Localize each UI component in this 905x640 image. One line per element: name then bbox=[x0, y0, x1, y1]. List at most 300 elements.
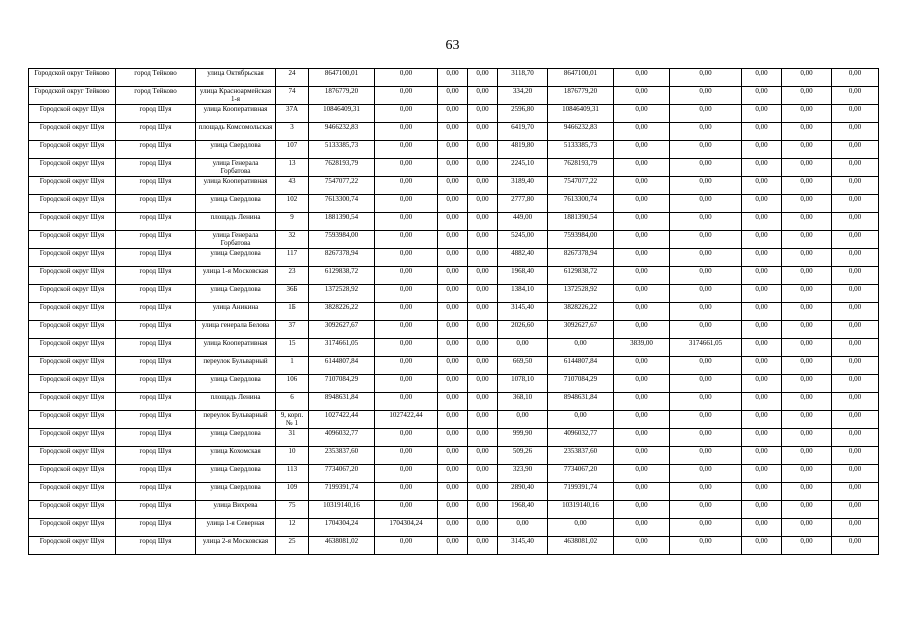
house-number-cell: 43 bbox=[276, 177, 309, 195]
value-cell: 0,00 bbox=[670, 231, 742, 249]
value-cell: 0,00 bbox=[782, 447, 832, 465]
cost-cell: 7628193,79 bbox=[548, 159, 614, 177]
value-cell: 0,00 bbox=[438, 483, 468, 501]
value-cell: 0,00 bbox=[375, 537, 438, 555]
table-body bbox=[29, 69, 879, 555]
table-row bbox=[29, 195, 879, 213]
locality-cell: город Шуя bbox=[116, 321, 196, 339]
street-cell: улица Кооперативная bbox=[196, 339, 276, 357]
value-cell: 0,00 bbox=[742, 195, 782, 213]
value-cell: 0,00 bbox=[438, 339, 468, 357]
house-number-cell: 117 bbox=[276, 249, 309, 267]
house-number-cell: 107 bbox=[276, 141, 309, 159]
value-cell: 0,00 bbox=[375, 177, 438, 195]
total-cost-cell: 6129838,72 bbox=[309, 267, 375, 285]
house-number-cell: 25 bbox=[276, 537, 309, 555]
municipality-cell: Городской округ Шуя bbox=[29, 231, 116, 249]
house-number-cell: 24 bbox=[276, 69, 309, 87]
area-cell: 6419,70 bbox=[498, 123, 548, 141]
municipality-cell: Городской округ Шуя bbox=[29, 303, 116, 321]
value-cell: 0,00 bbox=[375, 213, 438, 231]
locality-cell: город Шуя bbox=[116, 357, 196, 375]
value-cell: 0,00 bbox=[832, 303, 879, 321]
value-cell: 0,00 bbox=[468, 195, 498, 213]
table-row bbox=[29, 465, 879, 483]
value-cell: 0,00 bbox=[742, 537, 782, 555]
house-number-cell: 37А bbox=[276, 105, 309, 123]
locality-cell: город Тейково bbox=[116, 87, 196, 105]
municipality-cell: Городской округ Шуя bbox=[29, 177, 116, 195]
value-cell: 0,00 bbox=[670, 195, 742, 213]
value-cell: 0,00 bbox=[438, 267, 468, 285]
value-cell: 0,00 bbox=[468, 69, 498, 87]
municipality-cell: Городской округ Шуя bbox=[29, 321, 116, 339]
value-cell: 0,00 bbox=[375, 105, 438, 123]
table-row bbox=[29, 501, 879, 519]
value-cell: 0,00 bbox=[670, 465, 742, 483]
cost-cell: 1372528,92 bbox=[548, 285, 614, 303]
municipality-cell: Городской округ Шуя bbox=[29, 393, 116, 411]
total-cost-cell: 7593984,00 bbox=[309, 231, 375, 249]
value-cell: 0,00 bbox=[742, 339, 782, 357]
municipality-cell: Городской округ Шуя bbox=[29, 447, 116, 465]
value-cell: 0,00 bbox=[832, 339, 879, 357]
municipality-cell: Городской округ Шуя bbox=[29, 357, 116, 375]
municipality-cell: Городской округ Шуя bbox=[29, 465, 116, 483]
cost-cell: 8948631,84 bbox=[548, 393, 614, 411]
value-cell: 1704304,24 bbox=[375, 519, 438, 537]
value-cell: 0,00 bbox=[670, 213, 742, 231]
area-cell: 1968,40 bbox=[498, 267, 548, 285]
value-cell: 3174661,05 bbox=[670, 339, 742, 357]
value-cell: 0,00 bbox=[468, 159, 498, 177]
value-cell: 0,00 bbox=[832, 519, 879, 537]
value-cell: 0,00 bbox=[468, 249, 498, 267]
value-cell: 0,00 bbox=[832, 123, 879, 141]
value-cell: 0,00 bbox=[438, 393, 468, 411]
value-cell: 0,00 bbox=[438, 537, 468, 555]
value-cell: 0,00 bbox=[832, 177, 879, 195]
value-cell: 0,00 bbox=[742, 375, 782, 393]
house-number-cell: 32 bbox=[276, 231, 309, 249]
locality-cell: город Шуя bbox=[116, 123, 196, 141]
value-cell: 0,00 bbox=[438, 465, 468, 483]
value-cell: 0,00 bbox=[438, 141, 468, 159]
value-cell: 0,00 bbox=[782, 303, 832, 321]
house-number-cell: 1 bbox=[276, 357, 309, 375]
value-cell: 0,00 bbox=[614, 87, 670, 105]
value-cell: 0,00 bbox=[782, 105, 832, 123]
value-cell: 0,00 bbox=[782, 483, 832, 501]
value-cell: 0,00 bbox=[614, 213, 670, 231]
table-row bbox=[29, 411, 879, 429]
table-row bbox=[29, 285, 879, 303]
street-cell: переулок Бульварный bbox=[196, 411, 276, 429]
cost-cell: 5133385,73 bbox=[548, 141, 614, 159]
cost-cell: 7199391,74 bbox=[548, 483, 614, 501]
value-cell: 0,00 bbox=[614, 285, 670, 303]
value-cell: 0,00 bbox=[742, 519, 782, 537]
table-row bbox=[29, 429, 879, 447]
cost-cell: 8647100,01 bbox=[548, 69, 614, 87]
street-cell: улица Свердлова bbox=[196, 465, 276, 483]
value-cell: 0,00 bbox=[468, 357, 498, 375]
municipality-cell: Городской округ Шуя bbox=[29, 159, 116, 177]
value-cell: 0,00 bbox=[375, 69, 438, 87]
area-cell: 1078,10 bbox=[498, 375, 548, 393]
value-cell: 0,00 bbox=[782, 177, 832, 195]
value-cell: 0,00 bbox=[782, 87, 832, 105]
locality-cell: город Шуя bbox=[116, 519, 196, 537]
value-cell: 0,00 bbox=[375, 87, 438, 105]
cost-cell: 0,00 bbox=[548, 519, 614, 537]
value-cell: 0,00 bbox=[782, 339, 832, 357]
value-cell: 0,00 bbox=[670, 375, 742, 393]
value-cell: 0,00 bbox=[670, 501, 742, 519]
total-cost-cell: 3092627,67 bbox=[309, 321, 375, 339]
cost-cell: 10319140,16 bbox=[548, 501, 614, 519]
table-row bbox=[29, 537, 879, 555]
municipality-cell: Городской округ Тейково bbox=[29, 69, 116, 87]
value-cell: 0,00 bbox=[375, 303, 438, 321]
value-cell: 0,00 bbox=[742, 303, 782, 321]
street-cell: улица Генерала Горбатова bbox=[196, 159, 276, 177]
value-cell: 0,00 bbox=[468, 465, 498, 483]
value-cell: 0,00 bbox=[468, 231, 498, 249]
area-cell: 4882,40 bbox=[498, 249, 548, 267]
cost-cell: 0,00 bbox=[548, 411, 614, 429]
value-cell: 0,00 bbox=[375, 465, 438, 483]
value-cell: 0,00 bbox=[468, 105, 498, 123]
house-number-cell: 23 bbox=[276, 267, 309, 285]
value-cell: 0,00 bbox=[468, 501, 498, 519]
value-cell: 0,00 bbox=[782, 429, 832, 447]
area-cell: 3145,40 bbox=[498, 537, 548, 555]
value-cell: 0,00 bbox=[742, 87, 782, 105]
value-cell: 0,00 bbox=[438, 69, 468, 87]
value-cell: 0,00 bbox=[375, 285, 438, 303]
total-cost-cell: 7547077,22 bbox=[309, 177, 375, 195]
area-cell: 368,10 bbox=[498, 393, 548, 411]
locality-cell: город Шуя bbox=[116, 375, 196, 393]
total-cost-cell: 7199391,74 bbox=[309, 483, 375, 501]
value-cell: 0,00 bbox=[670, 159, 742, 177]
municipality-cell: Городской округ Шуя bbox=[29, 519, 116, 537]
total-cost-cell: 8948631,84 bbox=[309, 393, 375, 411]
value-cell: 0,00 bbox=[468, 339, 498, 357]
value-cell: 0,00 bbox=[375, 501, 438, 519]
value-cell: 0,00 bbox=[438, 213, 468, 231]
locality-cell: город Тейково bbox=[116, 69, 196, 87]
house-number-cell: 75 bbox=[276, 501, 309, 519]
value-cell: 0,00 bbox=[832, 447, 879, 465]
value-cell: 0,00 bbox=[742, 501, 782, 519]
house-number-cell: 10 bbox=[276, 447, 309, 465]
value-cell: 0,00 bbox=[670, 105, 742, 123]
locality-cell: город Шуя bbox=[116, 429, 196, 447]
area-cell: 323,90 bbox=[498, 465, 548, 483]
value-cell: 0,00 bbox=[438, 159, 468, 177]
cost-cell: 3092627,67 bbox=[548, 321, 614, 339]
value-cell: 0,00 bbox=[438, 519, 468, 537]
area-cell: 2777,80 bbox=[498, 195, 548, 213]
cost-cell: 1876779,20 bbox=[548, 87, 614, 105]
value-cell: 0,00 bbox=[832, 141, 879, 159]
value-cell: 0,00 bbox=[670, 537, 742, 555]
value-cell: 0,00 bbox=[742, 357, 782, 375]
value-cell: 0,00 bbox=[375, 249, 438, 267]
value-cell: 0,00 bbox=[670, 357, 742, 375]
value-cell: 0,00 bbox=[742, 411, 782, 429]
total-cost-cell: 1881390,54 bbox=[309, 213, 375, 231]
street-cell: улица Октябрьская bbox=[196, 69, 276, 87]
area-cell: 999,90 bbox=[498, 429, 548, 447]
house-number-cell: 31 bbox=[276, 429, 309, 447]
value-cell: 0,00 bbox=[742, 69, 782, 87]
value-cell: 0,00 bbox=[614, 123, 670, 141]
table-row bbox=[29, 483, 879, 501]
table-row bbox=[29, 213, 879, 231]
cost-cell: 2353837,60 bbox=[548, 447, 614, 465]
value-cell: 0,00 bbox=[670, 303, 742, 321]
value-cell: 0,00 bbox=[832, 69, 879, 87]
value-cell: 0,00 bbox=[742, 465, 782, 483]
street-cell: улица Вихрева bbox=[196, 501, 276, 519]
locality-cell: город Шуя bbox=[116, 411, 196, 429]
value-cell: 0,00 bbox=[670, 177, 742, 195]
house-number-cell: 109 bbox=[276, 483, 309, 501]
cost-cell: 8267378,94 bbox=[548, 249, 614, 267]
value-cell: 0,00 bbox=[614, 195, 670, 213]
municipality-cell: Городской округ Шуя bbox=[29, 141, 116, 159]
value-cell: 0,00 bbox=[670, 483, 742, 501]
value-cell: 0,00 bbox=[468, 267, 498, 285]
cost-cell: 9466232,83 bbox=[548, 123, 614, 141]
value-cell: 0,00 bbox=[742, 105, 782, 123]
house-number-cell: 106 bbox=[276, 375, 309, 393]
area-cell: 5245,00 bbox=[498, 231, 548, 249]
value-cell: 0,00 bbox=[832, 501, 879, 519]
value-cell: 0,00 bbox=[614, 393, 670, 411]
value-cell: 0,00 bbox=[742, 249, 782, 267]
value-cell: 0,00 bbox=[832, 357, 879, 375]
locality-cell: город Шуя bbox=[116, 303, 196, 321]
total-cost-cell: 3828226,22 bbox=[309, 303, 375, 321]
total-cost-cell: 7107084,29 bbox=[309, 375, 375, 393]
locality-cell: город Шуя bbox=[116, 465, 196, 483]
value-cell: 0,00 bbox=[832, 285, 879, 303]
value-cell: 0,00 bbox=[438, 231, 468, 249]
value-cell: 0,00 bbox=[782, 213, 832, 231]
value-cell: 0,00 bbox=[782, 69, 832, 87]
value-cell: 0,00 bbox=[375, 357, 438, 375]
value-cell: 0,00 bbox=[438, 411, 468, 429]
cost-cell: 1881390,54 bbox=[548, 213, 614, 231]
locality-cell: город Шуя bbox=[116, 231, 196, 249]
value-cell: 0,00 bbox=[468, 213, 498, 231]
table-row bbox=[29, 159, 879, 177]
value-cell: 0,00 bbox=[782, 537, 832, 555]
street-cell: улица Свердлова bbox=[196, 141, 276, 159]
value-cell: 0,00 bbox=[782, 231, 832, 249]
area-cell: 449,00 bbox=[498, 213, 548, 231]
value-cell: 0,00 bbox=[468, 303, 498, 321]
street-cell: переулок Бульварный bbox=[196, 357, 276, 375]
value-cell: 0,00 bbox=[438, 447, 468, 465]
street-cell: улица Свердлова bbox=[196, 195, 276, 213]
value-cell: 0,00 bbox=[614, 465, 670, 483]
area-cell: 2890,40 bbox=[498, 483, 548, 501]
house-number-cell: 9 bbox=[276, 213, 309, 231]
total-cost-cell: 1372528,92 bbox=[309, 285, 375, 303]
value-cell: 0,00 bbox=[670, 321, 742, 339]
value-cell: 0,00 bbox=[782, 465, 832, 483]
value-cell: 0,00 bbox=[468, 519, 498, 537]
value-cell: 0,00 bbox=[438, 123, 468, 141]
house-number-cell: 1Б bbox=[276, 303, 309, 321]
house-number-cell: 36Б bbox=[276, 285, 309, 303]
street-cell: улица Красноармейская 1-я bbox=[196, 87, 276, 105]
value-cell: 0,00 bbox=[832, 195, 879, 213]
total-cost-cell: 5133385,73 bbox=[309, 141, 375, 159]
value-cell: 0,00 bbox=[670, 141, 742, 159]
area-cell: 2245,10 bbox=[498, 159, 548, 177]
table-row bbox=[29, 249, 879, 267]
value-cell: 0,00 bbox=[670, 123, 742, 141]
value-cell: 0,00 bbox=[375, 141, 438, 159]
value-cell: 0,00 bbox=[614, 411, 670, 429]
value-cell: 0,00 bbox=[375, 393, 438, 411]
value-cell: 0,00 bbox=[832, 249, 879, 267]
street-cell: улица Свердлова bbox=[196, 249, 276, 267]
area-cell: 0,00 bbox=[498, 519, 548, 537]
area-cell: 3145,40 bbox=[498, 303, 548, 321]
value-cell: 0,00 bbox=[742, 267, 782, 285]
value-cell: 0,00 bbox=[782, 357, 832, 375]
value-cell: 0,00 bbox=[782, 267, 832, 285]
street-cell: улица Кохомская bbox=[196, 447, 276, 465]
total-cost-cell: 3174661,05 bbox=[309, 339, 375, 357]
municipality-cell: Городской округ Шуя bbox=[29, 213, 116, 231]
value-cell: 0,00 bbox=[670, 411, 742, 429]
value-cell: 0,00 bbox=[375, 483, 438, 501]
locality-cell: город Шуя bbox=[116, 195, 196, 213]
value-cell: 0,00 bbox=[782, 123, 832, 141]
area-cell: 0,00 bbox=[498, 411, 548, 429]
value-cell: 0,00 bbox=[468, 429, 498, 447]
value-cell: 0,00 bbox=[468, 393, 498, 411]
street-cell: площадь Комсомольская bbox=[196, 123, 276, 141]
table-row bbox=[29, 339, 879, 357]
value-cell: 0,00 bbox=[614, 141, 670, 159]
table-row bbox=[29, 357, 879, 375]
table-row bbox=[29, 321, 879, 339]
municipality-cell: Городской округ Шуя bbox=[29, 123, 116, 141]
value-cell: 0,00 bbox=[832, 537, 879, 555]
value-cell: 0,00 bbox=[742, 177, 782, 195]
total-cost-cell: 7628193,79 bbox=[309, 159, 375, 177]
value-cell: 0,00 bbox=[670, 519, 742, 537]
value-cell: 0,00 bbox=[782, 141, 832, 159]
value-cell: 0,00 bbox=[782, 519, 832, 537]
area-cell: 3189,40 bbox=[498, 177, 548, 195]
value-cell: 0,00 bbox=[614, 105, 670, 123]
value-cell: 0,00 bbox=[832, 483, 879, 501]
value-cell: 0,00 bbox=[742, 285, 782, 303]
value-cell: 0,00 bbox=[614, 501, 670, 519]
total-cost-cell: 1704304,24 bbox=[309, 519, 375, 537]
locality-cell: город Шуя bbox=[116, 483, 196, 501]
value-cell: 0,00 bbox=[614, 159, 670, 177]
street-cell: улица Свердлова bbox=[196, 483, 276, 501]
table-row bbox=[29, 69, 879, 87]
value-cell: 0,00 bbox=[468, 285, 498, 303]
value-cell: 0,00 bbox=[375, 123, 438, 141]
value-cell: 0,00 bbox=[468, 375, 498, 393]
value-cell: 0,00 bbox=[670, 447, 742, 465]
cost-cell: 6144807,84 bbox=[548, 357, 614, 375]
value-cell: 0,00 bbox=[375, 429, 438, 447]
value-cell: 0,00 bbox=[438, 501, 468, 519]
street-cell: площадь Ленина bbox=[196, 393, 276, 411]
value-cell: 0,00 bbox=[832, 159, 879, 177]
total-cost-cell: 8267378,94 bbox=[309, 249, 375, 267]
value-cell: 0,00 bbox=[614, 321, 670, 339]
street-cell: улица Кооперативная bbox=[196, 105, 276, 123]
value-cell: 0,00 bbox=[782, 249, 832, 267]
locality-cell: город Шуя bbox=[116, 447, 196, 465]
value-cell: 0,00 bbox=[742, 231, 782, 249]
municipality-cell: Городской округ Шуя bbox=[29, 375, 116, 393]
value-cell: 0,00 bbox=[614, 537, 670, 555]
value-cell: 0,00 bbox=[742, 141, 782, 159]
municipality-cell: Городской округ Шуя bbox=[29, 501, 116, 519]
locality-cell: город Шуя bbox=[116, 213, 196, 231]
value-cell: 0,00 bbox=[468, 447, 498, 465]
locality-cell: город Шуя bbox=[116, 267, 196, 285]
value-cell: 0,00 bbox=[614, 429, 670, 447]
locality-cell: город Шуя bbox=[116, 339, 196, 357]
locality-cell: город Шуя bbox=[116, 537, 196, 555]
street-cell: улица Аникина bbox=[196, 303, 276, 321]
value-cell: 0,00 bbox=[832, 267, 879, 285]
value-cell: 0,00 bbox=[438, 249, 468, 267]
value-cell: 0,00 bbox=[438, 285, 468, 303]
table-row bbox=[29, 375, 879, 393]
value-cell: 0,00 bbox=[375, 321, 438, 339]
value-cell: 0,00 bbox=[614, 483, 670, 501]
value-cell: 0,00 bbox=[438, 105, 468, 123]
street-cell: улица Свердлова bbox=[196, 375, 276, 393]
total-cost-cell: 2353837,60 bbox=[309, 447, 375, 465]
value-cell: 0,00 bbox=[614, 177, 670, 195]
value-cell: 0,00 bbox=[782, 411, 832, 429]
total-cost-cell: 1027422,44 bbox=[309, 411, 375, 429]
total-cost-cell: 9466232,83 bbox=[309, 123, 375, 141]
value-cell: 0,00 bbox=[742, 447, 782, 465]
value-cell: 0,00 bbox=[468, 177, 498, 195]
value-cell: 0,00 bbox=[782, 375, 832, 393]
value-cell: 0,00 bbox=[614, 519, 670, 537]
value-cell: 0,00 bbox=[375, 339, 438, 357]
value-cell: 0,00 bbox=[782, 285, 832, 303]
value-cell: 0,00 bbox=[832, 87, 879, 105]
value-cell: 0,00 bbox=[438, 87, 468, 105]
cost-cell: 4096032,77 bbox=[548, 429, 614, 447]
value-cell: 0,00 bbox=[832, 411, 879, 429]
value-cell: 0,00 bbox=[782, 501, 832, 519]
value-cell: 0,00 bbox=[468, 483, 498, 501]
